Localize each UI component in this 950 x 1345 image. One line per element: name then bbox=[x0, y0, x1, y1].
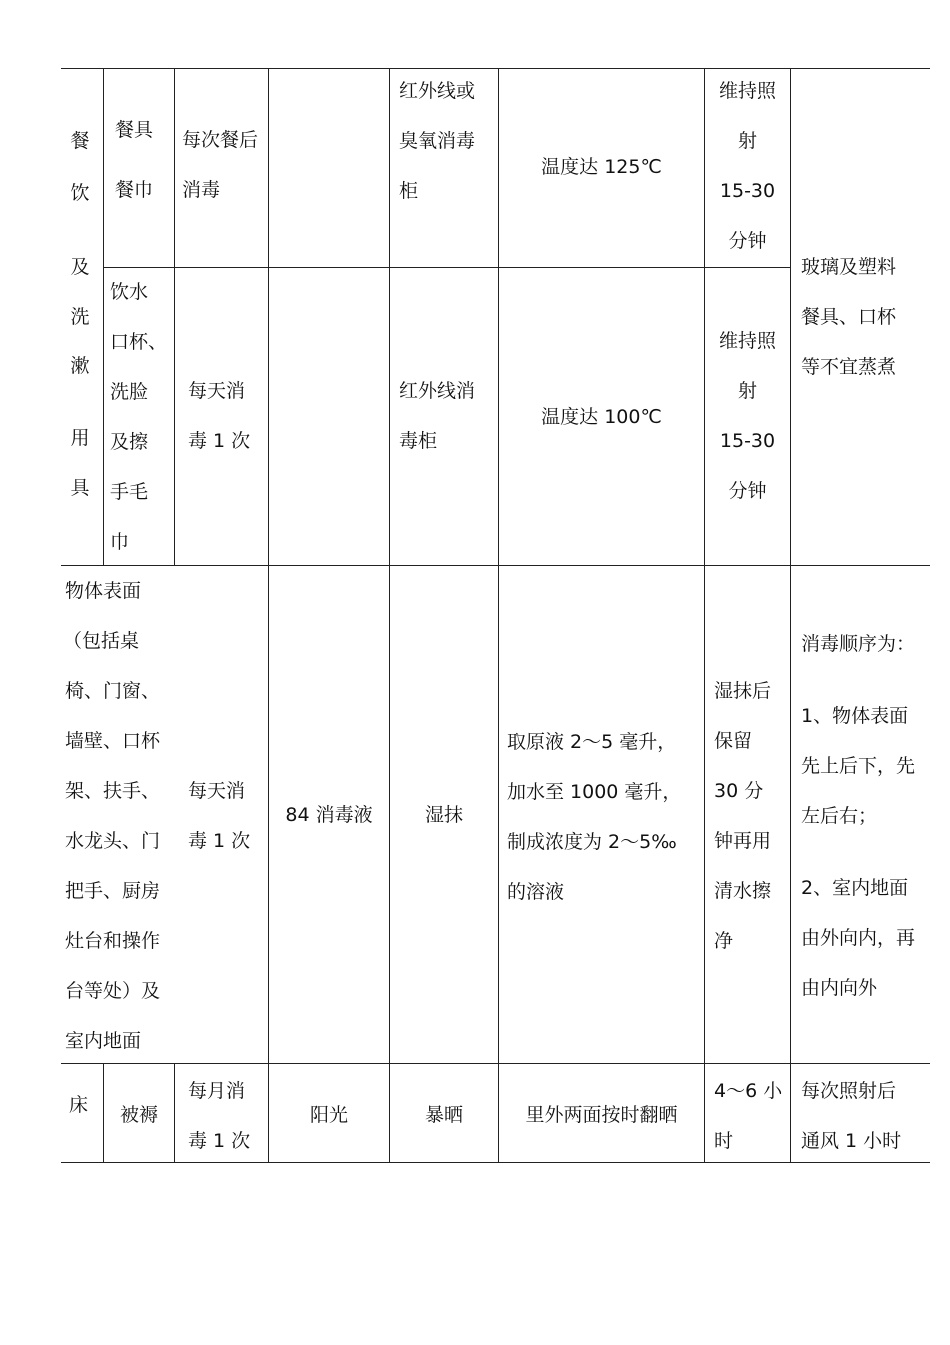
time-line: 分钟 bbox=[728, 480, 767, 502]
item-cups-towels bbox=[110, 267, 173, 567]
note-line: 1、物体表面 bbox=[801, 705, 909, 727]
frequency-line: 毒 1 次 bbox=[188, 430, 251, 452]
note-line: 每次照射后 bbox=[801, 1080, 897, 1102]
frequency-bedding bbox=[188, 1066, 268, 1166]
time-surfaces bbox=[714, 666, 790, 966]
note-tableware-cups bbox=[801, 242, 929, 392]
concentration-line: 的溶液 bbox=[507, 881, 565, 903]
frequency-surfaces bbox=[188, 766, 268, 866]
item-line: 餐巾 bbox=[115, 179, 154, 201]
col-divider bbox=[174, 68, 175, 565]
item-line: 灶台和操作 bbox=[65, 930, 161, 952]
note-line: 先上后下，先 bbox=[801, 755, 916, 777]
item-line: 及擦 bbox=[110, 431, 149, 453]
col-divider bbox=[174, 1063, 175, 1162]
frequency-line: 每月消 bbox=[188, 1080, 246, 1102]
item-line: 把手、厨房 bbox=[65, 880, 161, 902]
time-line: 维持照 bbox=[718, 80, 776, 102]
time-line: 保留 bbox=[714, 730, 753, 752]
group-char: 洗 bbox=[70, 306, 90, 328]
method-line: 臭氧消毒 bbox=[399, 130, 476, 152]
group-char: 具 bbox=[70, 477, 90, 499]
item-surfaces bbox=[65, 566, 173, 1066]
row-divider bbox=[61, 1063, 930, 1064]
item-line: 墙壁、口杯 bbox=[65, 730, 161, 752]
item-line: 椅、门窗、 bbox=[65, 680, 161, 702]
note-line: 由内向外 bbox=[801, 977, 878, 999]
time-line: 4～6 小 bbox=[714, 1080, 783, 1102]
time-line: 维持照 bbox=[718, 330, 776, 352]
row-divider bbox=[61, 565, 930, 566]
time-cups-towels bbox=[705, 316, 790, 516]
disinfection-table bbox=[61, 0, 930, 1345]
method-bedding: 暴晒 bbox=[424, 1104, 463, 1126]
frequency-line: 每次餐后 bbox=[182, 129, 259, 151]
frequency-line: 每天消 bbox=[188, 380, 246, 402]
time-line: 钟再用 bbox=[714, 830, 772, 852]
item-tableware bbox=[115, 105, 173, 225]
note-line: 等不宜蒸煮 bbox=[801, 356, 897, 378]
item-line: 手毛 bbox=[110, 481, 149, 503]
item-line: 水龙头、门 bbox=[65, 830, 161, 852]
row-divider bbox=[103, 267, 790, 268]
time-line: 分钟 bbox=[728, 230, 767, 252]
concentration-surfaces bbox=[507, 717, 703, 917]
time-line: 净 bbox=[714, 930, 734, 952]
group-char: 餐 bbox=[70, 130, 90, 152]
note-line: 餐具、口杯 bbox=[801, 306, 897, 328]
item-bedding: 被褥 bbox=[119, 1104, 158, 1126]
item-line: 物体表面 bbox=[65, 580, 142, 602]
time-line: 15-30 bbox=[719, 180, 776, 202]
time-line: 湿抹后 bbox=[714, 680, 772, 702]
note-line: 通风 1 小时 bbox=[801, 1130, 902, 1152]
item-line: （包括桌 bbox=[63, 630, 140, 652]
agent-surfaces: 84 消毒液 bbox=[285, 804, 373, 826]
group-bedding: 床 bbox=[69, 1094, 89, 1116]
note-surfaces bbox=[801, 619, 929, 1013]
concentration-tableware: 温度达 125℃ bbox=[541, 156, 662, 178]
time-line: 射 bbox=[737, 130, 757, 152]
method-line: 毒柜 bbox=[399, 430, 438, 452]
item-line: 饮水 bbox=[110, 281, 149, 303]
concentration-bedding: 里外两面按时翻晒 bbox=[525, 1104, 678, 1126]
frequency-tableware bbox=[182, 115, 266, 215]
group-char: 漱 bbox=[70, 355, 90, 377]
note-line: 玻璃及塑料 bbox=[801, 256, 897, 278]
col-divider bbox=[103, 68, 104, 565]
group-char: 用 bbox=[70, 427, 90, 449]
note-line: 左后右； bbox=[801, 805, 878, 827]
time-tableware bbox=[705, 66, 790, 266]
col-divider bbox=[389, 68, 390, 1162]
concentration-line: 加水至 1000 毫升， bbox=[507, 781, 682, 803]
method-line: 红外线或 bbox=[399, 80, 476, 102]
group-char: 饮 bbox=[70, 182, 90, 204]
concentration-line: 取原液 2～5 毫升， bbox=[507, 731, 677, 753]
concentration-line: 制成浓度为 2～5‰ bbox=[507, 831, 677, 853]
time-line: 时 bbox=[714, 1130, 734, 1152]
note-line: 由外向内，再 bbox=[801, 927, 916, 949]
method-line: 柜 bbox=[399, 180, 419, 202]
method-surfaces: 湿抹 bbox=[424, 804, 463, 826]
item-line: 架、扶手、 bbox=[65, 780, 161, 802]
time-bedding bbox=[714, 1066, 790, 1166]
time-line: 15-30 bbox=[719, 430, 776, 452]
time-line: 射 bbox=[737, 380, 757, 402]
concentration-cups-towels: 温度达 100℃ bbox=[541, 406, 662, 428]
item-line: 台等处）及 bbox=[65, 980, 161, 1002]
time-line: 清水擦 bbox=[714, 880, 772, 902]
note-line: 消毒顺序为： bbox=[801, 633, 916, 655]
frequency-cups-towels bbox=[188, 366, 268, 466]
method-line: 红外线消 bbox=[399, 380, 476, 402]
frequency-line: 每天消 bbox=[188, 780, 246, 802]
frequency-line: 消毒 bbox=[182, 179, 221, 201]
item-line: 餐具 bbox=[115, 119, 154, 141]
item-line: 室内地面 bbox=[65, 1030, 142, 1052]
frequency-line: 毒 1 次 bbox=[188, 1130, 251, 1152]
method-tableware bbox=[399, 66, 497, 216]
note-bedding bbox=[801, 1066, 929, 1166]
col-divider bbox=[268, 68, 269, 1162]
col-divider bbox=[790, 68, 791, 1162]
col-divider bbox=[498, 68, 499, 1162]
note-line: 2、室内地面 bbox=[801, 877, 909, 899]
item-line: 巾 bbox=[110, 531, 130, 553]
item-line: 洗脸 bbox=[110, 381, 149, 403]
item-line: 口杯、 bbox=[110, 331, 168, 353]
agent-bedding: 阳光 bbox=[309, 1104, 348, 1126]
method-cups-towels bbox=[399, 366, 497, 466]
frequency-line: 毒 1 次 bbox=[188, 830, 251, 852]
time-line: 30 分 bbox=[714, 780, 764, 802]
group-char: 及 bbox=[70, 256, 90, 278]
